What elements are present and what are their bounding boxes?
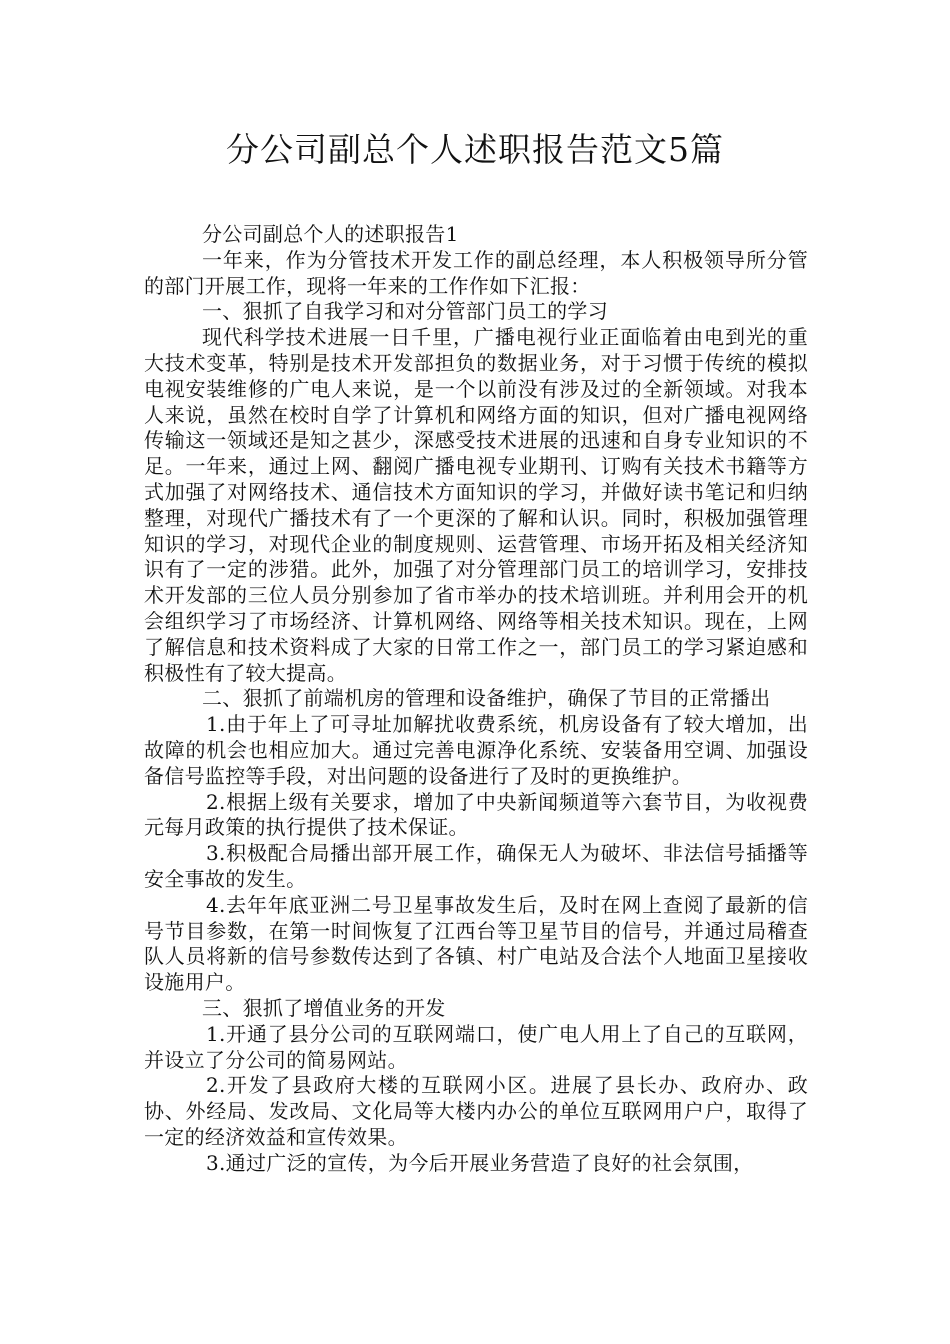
section-heading-1: 一、狠抓了自我学习和对分管部门员工的学习 (202, 299, 608, 324)
section-2-item-2: 2.根据上级有关要求，增加了中央新闻频道等六套节目，为收视费元每月政策的执行提供了技术保证。 (144, 789, 808, 840)
section-1-paragraph: 现代科学技术进展一日千里，广播电视行业正面临着由电到光的重大技术变革，特别是技术开发部担负的数据业务，对于习惯于传统的模拟电视安装维修的广电人来说，是一个以前没有涉及过的全新领域。对我本人来说，虽然在校时自学了计算机和网络方面的知识，但对广播电视网络传输这一领域还是知之甚少，深感受技术进展的迅速和自身专业知识的不足。一年来，通过上网、翻阅广播电视专业期刊、订购有关技术书籍等方式加强了对网络技术、通信技术方面知识的学习，并做好读书笔记和归纳整理，对现代广播技术有了一个更深的了解和认识。同时，积极加强管理知识的学习，对现代企业的制度规则、运营管理、市场开拓及相关经济知识有了一定的涉猎。此外，加强了对分管理部门员工的培训学习，安排技术开发部的三位人员分别参加了省市举办的技术培训班。并利用会开的机会组织学习了市场经济、计算机网络、网络等相关技术知识。现在，上网了解信息和技术资料成了大家的日常工作之一，部门员工的学习紧迫感和积极性有了较大提高。 (144, 325, 808, 685)
section-2-item-4: 4.去年年底亚洲二号卫星事故发生后，及时在网上查阅了最新的信号节目参数，在第一时间恢复了江西台等卫星节目的信号，并通过局稽查队人员将新的信号参数传达到了各镇、村广电站及合法个人地面卫星接收设施用户。 (144, 892, 808, 995)
section-heading-3: 三、狠抓了增值业务的开发 (202, 995, 446, 1020)
section-heading-2: 二、狠抓了前端机房的管理和设备维护，确保了节目的正常播出 (202, 686, 771, 711)
section-3-item-2: 2.开发了县政府大楼的互联网小区。进展了县长办、政府办、政协、外经局、发改局、文化局等大楼内办公的单位互联网用户户，取得了一定的经济效益和宣传效果。 (144, 1073, 808, 1149)
section-2-item-1: 1.由于年上了可寻址加解扰收费系统，机房设备有了较大增加，出故障的机会也相应加大。通过完善电源净化系统、安装备用空调、加强设备信号监控等手段，对出问题的设备进行了及时的更换维护。 (144, 712, 808, 788)
document-body (144, 222, 808, 1176)
section-2-item-3: 3.积极配合局播出部开展工作，确保无人为破坏、非法信号插播等安全事故的发生。 (144, 841, 808, 891)
report-subtitle: 分公司副总个人的述职报告1 (202, 222, 459, 246)
section-3-item-1: 1.开通了县分公司的互联网端口，使广电人用上了自己的互联网，并设立了分公司的简易网站。 (144, 1021, 808, 1072)
section-3-item-3: 3.通过广泛的宣传，为今后开展业务营造了良好的社会氛围， (206, 1150, 754, 1175)
intro-paragraph: 一年来，作为分管技术开发工作的副总经理，本人积极领导所分管的部门开展工作，现将一年来的工作作如下汇报： (144, 247, 808, 298)
document-title: 分公司副总个人述职报告范文5篇 (226, 130, 724, 169)
